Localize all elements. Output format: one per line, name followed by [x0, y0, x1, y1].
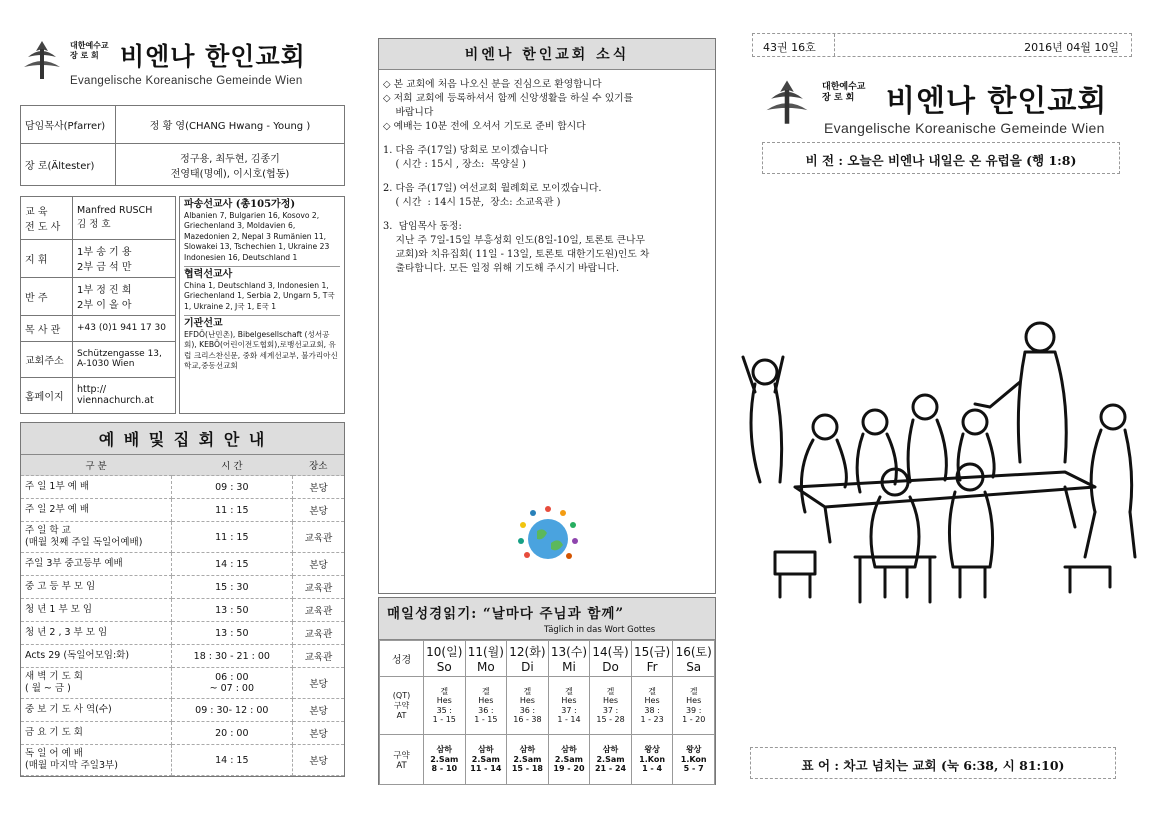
contact-role: 지 휘 — [21, 239, 73, 277]
services-table — [21, 455, 344, 776]
contact-row — [21, 377, 176, 413]
service-place: 교육관 — [293, 622, 344, 645]
bible-row-label: 성경 — [380, 641, 424, 677]
service-place: 본당 — [293, 499, 344, 522]
service-place: 교육관 — [293, 599, 344, 622]
service-time: 09 : 30- 12 : 00 — [171, 699, 293, 722]
last-supper-illustration — [735, 312, 1140, 607]
contact-value: 1부 정 진 희 2부 이 올 아 — [73, 277, 176, 315]
service-name: 청 년 2 , 3 부 모 임 — [21, 622, 171, 645]
bible-row-label: 구약 AT — [380, 735, 424, 785]
service-name: 중 보 기 도 사 역(수) — [21, 699, 171, 722]
bible-subtitle: Täglich in das Wort Gottes — [544, 625, 656, 635]
news-item: 3. 담임목사 동정: 지난 주 7일-15일 부흥성회 인도(8일-10일, 토론토 큰나무 교회)와 치유집회( 11일 - 13일, 토론토 대한기도원)인도 차 출타합니다. 모든 일정 위해 기도해 주시기 바랍니다. — [383, 221, 650, 274]
service-row — [21, 476, 344, 499]
staff-table — [20, 105, 345, 186]
bible-day-weekday: Mi — [562, 660, 576, 674]
service-row — [21, 622, 344, 645]
services-col-header: 장소 — [293, 455, 344, 476]
bible-table — [379, 640, 715, 785]
bible-day-date: 15(금) — [633, 645, 671, 659]
bible-day-weekday: Sa — [686, 660, 702, 674]
services-header-row — [21, 455, 344, 476]
services-col-header: 구 분 — [21, 455, 171, 476]
contact-role: 홈페이지 — [21, 377, 73, 413]
logo-subtitle: Evangelische Koreanische Gemeinde Wien — [824, 120, 1105, 136]
bible-day-weekday: Di — [521, 660, 534, 674]
service-place: 본당 — [293, 553, 344, 576]
motto-text: 표 어 : 차고 넘치는 교회 (눅 6:38, 시 81:10) — [801, 758, 1065, 773]
contact-value: +43 (0)1 941 17 30 — [73, 316, 176, 342]
bible-ot-reading: 겔 Hes 39 : 1 - 20 — [673, 677, 715, 735]
bible-at-reading: 삼하 2.Sam 19 - 20 — [548, 735, 590, 785]
news-item: 2. 다음 주(17일) 여선교회 월례회로 모이겠습니다. ( 시간 : 14시 15분, 장소: 소교육관 ) — [383, 183, 602, 208]
contact-value: 1부 송 기 용 2부 금 석 만 — [73, 239, 176, 277]
bible-at-reading: 삼하 2.Sam 11 - 14 — [465, 735, 507, 785]
bible-day-header — [465, 641, 507, 677]
news-bullet: ◇ 본 교회에 처음 나오신 분을 진심으로 환영합니다 — [383, 79, 602, 90]
church-emblem-icon — [762, 76, 812, 126]
service-row — [21, 668, 344, 699]
bible-ot-reading: 겔 Hes 35 : 1 - 15 — [424, 677, 466, 735]
mission-text: China 1, Deutschland 3, Indonesien 1, Griechenland 1, Serbia 2, Ungarn 5, T국 1, Ukraine 2, J국 1, E국 1 — [184, 281, 340, 317]
contact-row — [21, 197, 176, 240]
logo-name: 비엔나 한인교회 — [886, 84, 1108, 119]
issue-date: 2016년 04월 10일 — [1024, 41, 1119, 54]
issue-volume: 43권 16호 — [753, 34, 835, 56]
service-row — [21, 645, 344, 668]
news-title: 비엔나 한인교회 소식 — [379, 39, 715, 70]
service-time: 13 : 50 — [171, 599, 293, 622]
service-name: 청 년 1 부 모 임 — [21, 599, 171, 622]
service-row — [21, 499, 344, 522]
staff-value: 정 황 영(CHANG Hwang - Young ) — [116, 106, 345, 144]
news-bullet: ◇ 저희 교회에 등록하셔서 함께 신앙생활을 하실 수 있기를 바랍니다 — [383, 93, 634, 118]
service-time: 06 : 00 ~ 07 : 00 — [171, 668, 293, 699]
contact-row — [21, 239, 176, 277]
service-row — [21, 522, 344, 553]
services-col-header: 시 간 — [171, 455, 293, 476]
service-row — [21, 599, 344, 622]
bible-at-reading: 삼하 2.Sam 15 - 18 — [507, 735, 549, 785]
contact-row — [21, 316, 176, 342]
service-name: 주 일 1부 예 배 — [21, 476, 171, 499]
contact-row — [21, 277, 176, 315]
contact-role: 목 사 관 — [21, 316, 73, 342]
service-time: 13 : 50 — [171, 622, 293, 645]
staff-row — [21, 144, 345, 186]
bible-ot-reading: 겔 Hes 36 : 16 - 38 — [507, 677, 549, 735]
bible-at-reading: 왕상 1.Kon 5 - 7 — [673, 735, 715, 785]
mission-text: Albanien 7, Bulgarien 16, Kosovo 2, Griechenland 3, Moldavien 6, Mazedonien 2, Nepal 3 Rumänien 11, Slowakei 13, Tschechien 1, Ukraine 23 Indonesien 16, Deutschland 1 — [184, 211, 340, 268]
service-place: 본당 — [293, 476, 344, 499]
bible-ot-reading: 겔 Hes 37 : 1 - 14 — [548, 677, 590, 735]
bible-day-date: 12(화) — [509, 645, 546, 659]
homepage-link[interactable]: http:// viennachurch.at — [73, 377, 176, 413]
service-place: 본당 — [293, 699, 344, 722]
mission-title: 기관선교 — [184, 318, 223, 329]
logo-small-line2: 장 로 회 — [822, 93, 855, 103]
bible-day-date: 13(수) — [550, 645, 588, 659]
bible-day-date: 14(목) — [592, 645, 629, 659]
mission-title: 협력선교사 — [184, 269, 233, 280]
news-bullet: ◇ 예배는 10분 전에 오셔서 기도로 준비 합시다 — [383, 121, 586, 132]
logo-subtitle: Evangelische Koreanische Gemeinde Wien — [70, 75, 303, 87]
service-name: 주 일 학 교 (매월 첫째 주일 독일어예배) — [21, 522, 171, 553]
service-time: 14 : 15 — [171, 553, 293, 576]
issue-header — [752, 33, 1132, 57]
service-row — [21, 722, 344, 745]
church-logo — [20, 35, 345, 97]
bible-day-header — [548, 641, 590, 677]
bible-day-header — [590, 641, 632, 677]
service-time: 18 : 30 - 21 : 00 — [171, 645, 293, 668]
mission-title: 파송선교사 (총105가정) — [184, 199, 296, 210]
staff-value: 정구용, 최두현, 김종기 전영태(명예), 이시호(협동) — [116, 144, 345, 186]
staff-role: 담임목사(Pfarrer) — [21, 106, 116, 144]
bible-day-header — [631, 641, 673, 677]
service-name: 주 일 2부 예 배 — [21, 499, 171, 522]
logo-name: 비엔나 한인교회 — [120, 42, 306, 71]
news-item: 1. 다음 주(17일) 당회로 모이겠습니다 ( 시간 : 15시 , 장소: 목양실 ) — [383, 145, 548, 170]
mission-text: EFDÖ(난민촌), Bibelgesellschaft (성서공회), KEBÖ(어린이전도협회),로뱅선교교회, 유럽 크리스찬신문, 중화 세계선교부, 불가리아신학교,중동선교회 — [184, 329, 338, 370]
service-name: 독 일 어 예 배 (매월 마지막 주일3부) — [21, 745, 171, 776]
logo-small-line1: 대한예수교 — [70, 41, 109, 50]
contact-row — [21, 341, 176, 377]
contact-value: Schützengasse 13, A-1030 Wien — [73, 341, 176, 377]
service-row — [21, 576, 344, 599]
bible-at-reading: 삼하 2.Sam 8 - 10 — [424, 735, 466, 785]
contact-role: 반 주 — [21, 277, 73, 315]
service-name: Acts 29 (독일어모임:화) — [21, 645, 171, 668]
bible-at-reading: 왕상 1.Kon 1 - 4 — [631, 735, 673, 785]
service-row — [21, 699, 344, 722]
service-time: 14 : 15 — [171, 745, 293, 776]
bible-day-date: 11(월) — [467, 645, 504, 659]
contact-table — [20, 196, 176, 414]
logo-small-line2: 장 로 회 — [70, 51, 99, 60]
service-place: 본당 — [293, 745, 344, 776]
service-time: 20 : 00 — [171, 722, 293, 745]
bible-day-date: 10(일) — [426, 645, 463, 659]
logo-small-line1: 대한예수교 — [822, 82, 866, 92]
bible-day-weekday: Fr — [646, 660, 658, 674]
service-place: 교육관 — [293, 645, 344, 668]
service-row — [21, 745, 344, 776]
contact-value: Manfred RUSCH 김 정 호 — [73, 197, 176, 240]
service-name: 중 고 등 부 모 임 — [21, 576, 171, 599]
church-logo-large — [762, 74, 1122, 140]
service-name: 주일 3부 중고등부 예배 — [21, 553, 171, 576]
motto-box — [750, 747, 1116, 779]
service-place: 교육관 — [293, 576, 344, 599]
staff-role: 장 로(Ältester) — [21, 144, 116, 186]
staff-row — [21, 106, 345, 144]
service-place: 본당 — [293, 668, 344, 699]
bible-at-reading: 삼하 2.Sam 21 - 24 — [590, 735, 632, 785]
bible-day-date: 16(토) — [675, 645, 712, 659]
bible-day-weekday: Mo — [476, 660, 495, 674]
service-time: 09 : 30 — [171, 476, 293, 499]
bible-day-weekday: Do — [602, 660, 619, 674]
contact-role: 교 육 전 도 사 — [21, 197, 73, 240]
contact-role: 교회주소 — [21, 341, 73, 377]
bible-reading-box — [378, 597, 716, 785]
bible-title: 매일성경읽기: “날마다 주님과 함께” — [387, 606, 625, 622]
bible-day-weekday: So — [436, 660, 452, 674]
services-title: 예 배 및 집 회 안 내 — [21, 423, 344, 455]
bible-day-header — [673, 641, 715, 677]
vision-text: 비 전 : 오늘은 비엔나 내일은 온 유럽을 (행 1:8) — [805, 153, 1077, 168]
church-emblem-icon — [20, 37, 64, 81]
service-time: 11 : 15 — [171, 499, 293, 522]
bible-day-header — [424, 641, 466, 677]
bible-day-header — [507, 641, 549, 677]
globe-people-icon — [513, 501, 583, 571]
service-name: 금 요 기 도 회 — [21, 722, 171, 745]
left-column — [20, 35, 345, 777]
vision-box — [762, 142, 1120, 174]
service-place: 교육관 — [293, 522, 344, 553]
bible-ot-reading: 겔 Hes 36 : 1 - 15 — [465, 677, 507, 735]
service-name: 새 벽 기 도 회 ( 월 ~ 금 ) — [21, 668, 171, 699]
bible-row-label: (QT) 구약 AT — [380, 677, 424, 735]
news-box — [378, 38, 716, 594]
service-time: 11 : 15 — [171, 522, 293, 553]
service-row — [21, 553, 344, 576]
service-place: 본당 — [293, 722, 344, 745]
services-section — [20, 422, 345, 777]
bible-ot-reading: 겔 Hes 38 : 1 - 23 — [631, 677, 673, 735]
bible-ot-reading: 겔 Hes 37 : 15 - 28 — [590, 677, 632, 735]
missions-box — [179, 196, 345, 414]
service-time: 15 : 30 — [171, 576, 293, 599]
